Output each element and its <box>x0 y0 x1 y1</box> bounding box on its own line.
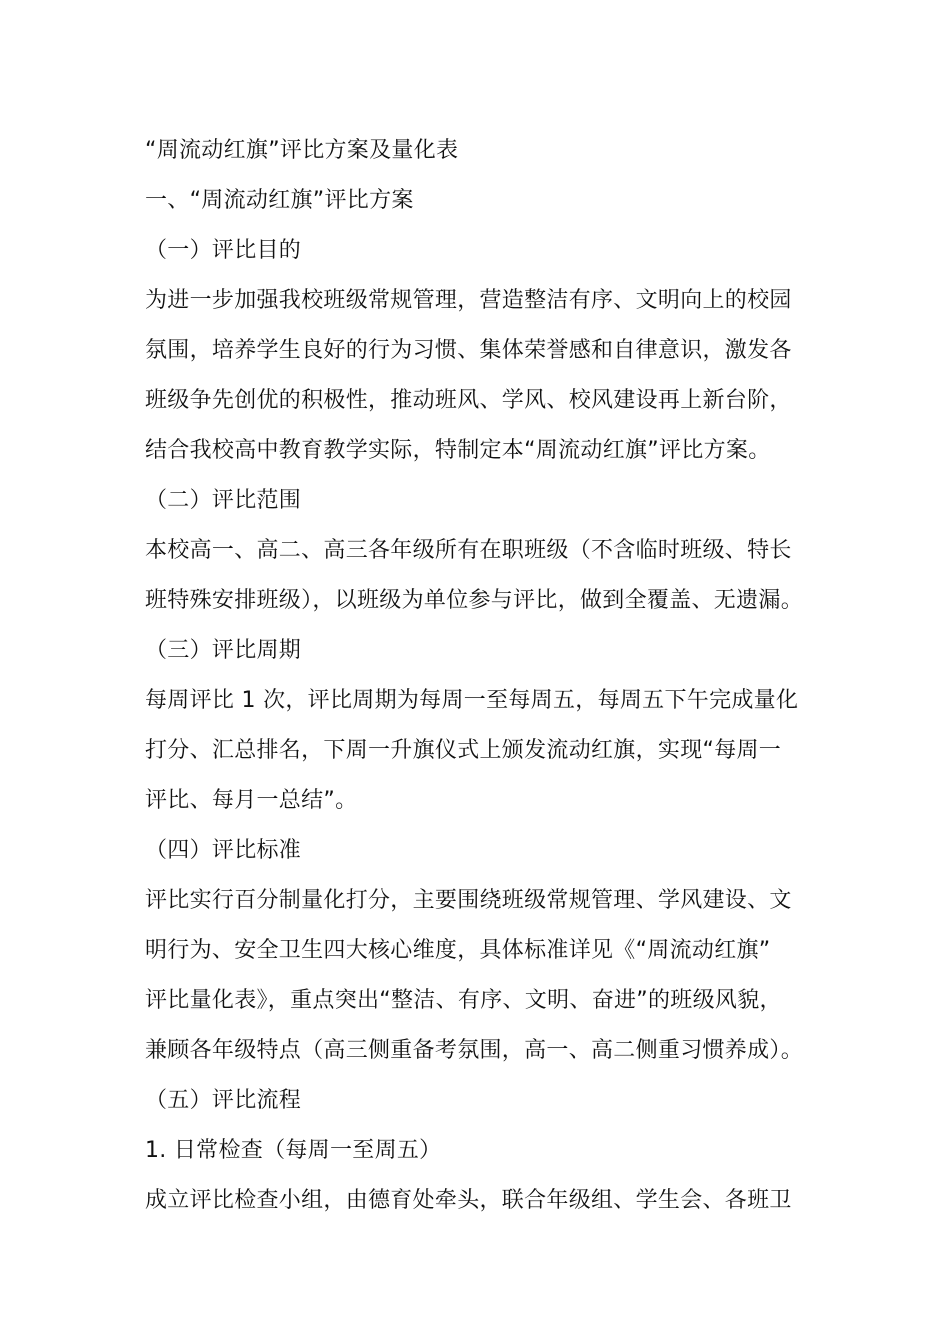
purpose-line: 班级争先创优的积极性，推动班风、学风、校风建设再上新台阶， <box>145 388 792 413</box>
purpose-line: 氛围，培养学生良好的行为习惯、集体荣誉感和自律意识，激发各 <box>145 338 792 363</box>
standard-line: 兼顾各年级特点（高三侧重备考氛围，高一、高二侧重习惯养成）。 <box>145 1038 804 1063</box>
document-title: “周流动红旗”评比方案及量化表 <box>145 138 459 163</box>
standard-line: 评比实行百分制量化打分，主要围绕班级常规管理、学风建设、文 <box>145 888 792 913</box>
cycle-heading: （三）评比周期 <box>145 638 302 663</box>
standard-line: 评比量化表》，重点突出“整洁、有序、文明、奋进”的班级风貌， <box>145 988 782 1013</box>
standard-heading: （四）评比标准 <box>145 838 302 863</box>
section-heading-1: 一、“周流动红旗”评比方案 <box>145 188 414 213</box>
scope-heading: （二）评比范围 <box>145 488 302 513</box>
purpose-line: 结合我校高中教育教学实际，特制定本“周流动红旗”评比方案。 <box>145 438 771 463</box>
purpose-heading: （一）评比目的 <box>145 238 302 263</box>
cycle-line: 评比、每月一总结”。 <box>145 788 358 813</box>
process-heading: （五）评比流程 <box>145 1088 302 1113</box>
cycle-line: 每周评比 1 次，评比周期为每周一至每周五，每周五下午完成量化 <box>145 688 799 713</box>
process-item-1: 1. 日常检查（每周一至周五） <box>145 1138 442 1163</box>
process-line: 成立评比检查小组，由德育处牵头，联合年级组、学生会、各班卫 <box>145 1188 792 1213</box>
purpose-line: 为进一步加强我校班级常规管理，营造整洁有序、文明向上的校园 <box>145 288 792 313</box>
standard-line: 明行为、安全卫生四大核心维度，具体标准详见《“周流动红旗” <box>145 938 771 963</box>
scope-line: 班特殊安排班级），以班级为单位参与评比，做到全覆盖、无遗漏。 <box>145 588 804 613</box>
scope-line: 本校高一、高二、高三各年级所有在职班级（不含临时班级、特长 <box>145 538 792 563</box>
cycle-line: 打分、汇总排名，下周一升旗仪式上颁发流动红旗，实现“每周一 <box>145 738 782 763</box>
